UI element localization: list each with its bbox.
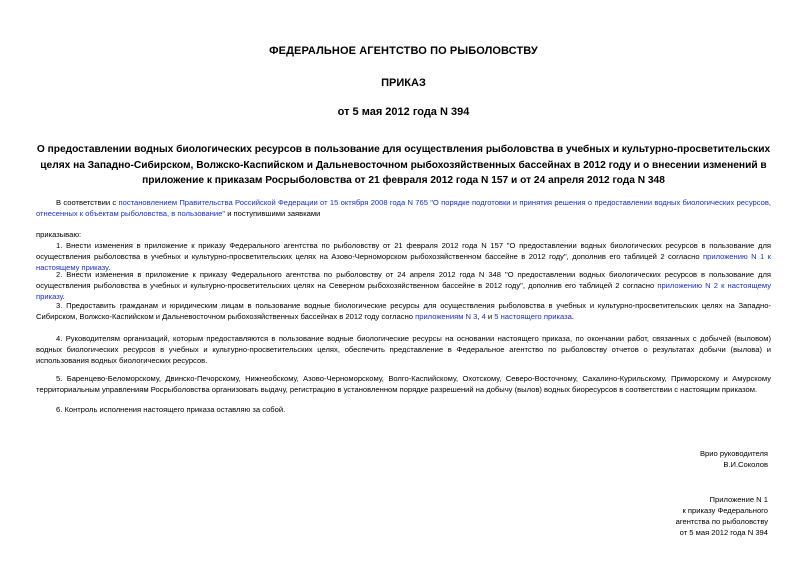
appendix-5-link[interactable]: 5 настоящего приказа [494,312,572,321]
item-3-end: . [571,312,574,321]
item-1-text: 1. Внести изменения в приложение к приказу Федерального агентства по рыболовству от 21 февраля 2012 года N 157 "О предоставлении водных биологических ресурсов в пользование для осуществления рыболовства в учебных и культурно-просветительских целях на Азово-Черноморском рыбохозяйственном бассейне в 2012 году", дополнив его таблицей 2 согласно [36,241,771,261]
item-3-sep2: и [485,312,495,321]
agency-heading: ФЕДЕРАЛЬНОЕ АГЕНТСТВО ПО РЫБОЛОВСТВУ [269,45,538,57]
item-2-text: 2. Внести изменения в приложение к приказу Федерального агентства по рыболовству от 24 апреля 2012 года N 348 "О предоставлении водных биологических ресурсов в пользование для осуществления рыболовства в учебных и культурно-просветительских целях на Северном рыбохозяйственном бассейне в 2012 году", дополнив его таблицей 2 согласно [36,270,771,290]
appendix-line-4: от 5 мая 2012 года N 394 [679,528,768,537]
intro-paragraph [36,197,771,219]
item-6: 6. Контроль исполнения настоящего приказа оставляю за собой. [56,405,286,414]
appendix-line-1: Приложение N 1 [709,495,768,504]
item-1-end: . [108,263,111,272]
item-2-end: . [62,292,65,301]
item-5: 5. Баренцево-Беломорскому, Двинско-Печорскому, Нижнеобскому, Азово-Черноморскому, Волго-Каспийскому, Охотскому, Северо-Восточному, Сахалино-Курильскому, Приморскому и Амурскому территориальным управлениям Росрыболовства организовать выдачу, регистрацию в установленном порядке разрешений на добычу (вылов) водных биоресурсов в соответствии с настоящим приказом. [36,374,771,394]
order-word: приказываю: [36,230,82,239]
doc-type-heading: ПРИКАЗ [381,77,426,89]
item-3-sep1: , [477,312,482,321]
document-title: О предоставлении водных биологических ресурсов в пользование для осуществления рыболовства в учебных и культурно-просветительских целях на Западно-Сибирском, Волжско-Каспийском и Дальневосточном рыбохозяйственных бассейнах в 2012 году и о внесении изменений в приложение к приказам Росрыболовства от 21 февраля 2012 года N 157 и от 24 апреля 2012 года N 348 [36,144,771,186]
intro-text-before: В соответствии с [56,198,119,207]
signature-name: В.И.Соколов [723,460,768,469]
appendix-line-2: к приказу Федерального [682,506,768,515]
intro-text-after: и поступившими заявками [225,209,321,218]
appendix-2-link[interactable]: приложению N 2 к настоящему приказу [36,281,771,301]
item-3-text: 3. Предоставить гражданам и юридическим лицам в пользование водные биологические ресурсы для осуществления рыболовства в учебных и культурно-просветительских целях на Западно-Сибирском, Волжско-Каспийском и Дальневосточном рыбохозяйственных бассейнах в 2012 году согласно [36,301,771,321]
appendix-3-link[interactable]: приложениям N 3 [415,312,478,321]
appendix-1-link[interactable]: приложению N 1 к настоящему приказу [36,252,771,272]
signature-position: Врио руководителя [699,449,768,458]
item-3 [36,300,771,322]
government-decree-link[interactable]: постановлением Правительства Российской Федерации от 15 октября 2008 года N 765 "О порядке подготовки и принятия решения о предоставлении водных биологических ресурсов, отнесенных к объектам рыболовства, в пользование" [36,198,772,218]
appendix-line-3: агентства по рыболовству [675,517,768,526]
doc-date-number: от 5 мая 2012 года N 394 [337,106,470,118]
item-2 [36,269,771,302]
item-4: 4. Руководителям организаций, которым предоставляются в пользование водные биологические ресурсы на основании настоящего приказа, по окончании работ, связанных с добычей (выловом) водных биологических ресурсов в учебных и культурно-просветительских целях, обеспечить представление в Федеральное агентство по рыболовству отчетов о результатах добычи (вылова) и использования водных биологических ресурсов. [36,334,771,365]
appendix-4-link[interactable]: 4 [481,312,486,321]
